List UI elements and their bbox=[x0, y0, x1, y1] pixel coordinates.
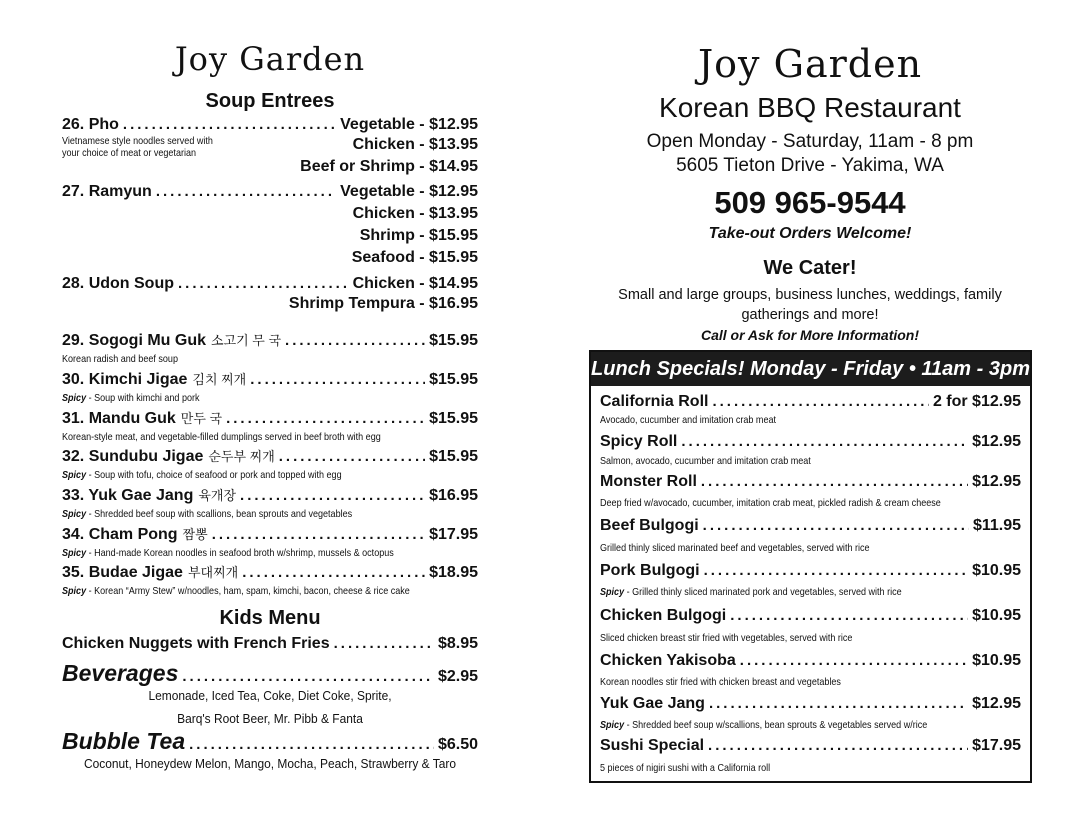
menu-item-30 bbox=[62, 369, 478, 389]
item-price: Shrimp Tempura - $16.95 bbox=[288, 295, 478, 312]
item-price: Beef or Shrimp - $14.95 bbox=[300, 158, 478, 175]
lunch-item-pork-bulgogi bbox=[600, 562, 1021, 580]
menu-item-32 bbox=[62, 446, 478, 466]
item-price: $8.95 bbox=[437, 635, 478, 652]
korean-name: 만두 국 bbox=[180, 411, 223, 426]
dot-leader bbox=[279, 448, 425, 465]
korean-name: 소고기 무 국 bbox=[211, 333, 282, 348]
dot-leader bbox=[334, 635, 434, 652]
address: 5605 Tieton Drive - Yakima, WA bbox=[676, 155, 944, 176]
dot-leader bbox=[212, 526, 425, 543]
menu-item-34 bbox=[62, 524, 478, 544]
beverage-list: Lemonade, Iced Tea, Coke, Diet Coke, Sprite, bbox=[148, 688, 392, 703]
lunch-item-california-roll bbox=[600, 393, 1021, 411]
korean-name: 육개장 bbox=[198, 488, 237, 503]
dot-leader bbox=[178, 275, 349, 292]
dot-leader bbox=[740, 652, 968, 669]
item-description: Spicy - Grilled thinly sliced marinated pork and vegetables, served with rice bbox=[600, 586, 902, 598]
item-name: 28. Udon Soup bbox=[62, 275, 174, 292]
item-price: $2.95 bbox=[437, 668, 478, 685]
item-name: 26. Pho bbox=[62, 116, 119, 133]
menu-item-pho bbox=[62, 116, 478, 134]
item-name: 35. Budae Jigae bbox=[62, 564, 183, 581]
menu-item-udon bbox=[62, 275, 478, 293]
lunch-item-spicy-roll bbox=[600, 433, 1021, 451]
spicy-label: Spicy bbox=[62, 547, 87, 559]
item-price: $10.95 bbox=[972, 607, 1021, 624]
menu-item-chicken-nuggets bbox=[62, 635, 478, 653]
item-name: 30. Kimchi Jigae bbox=[62, 371, 188, 388]
item-description: Spicy - Shredded beef soup w/scallions, bean sprouts & vegetables served w/rice bbox=[600, 719, 928, 731]
item-price: $15.95 bbox=[429, 371, 478, 388]
item-price: $18.95 bbox=[429, 564, 478, 581]
item-name: California Roll bbox=[600, 393, 709, 410]
dot-leader bbox=[708, 737, 968, 754]
dot-leader bbox=[123, 116, 336, 133]
korean-name: 짬뽕 bbox=[182, 527, 208, 542]
spicy-label: Spicy bbox=[62, 469, 87, 481]
item-name: Bubble Tea bbox=[62, 728, 186, 754]
item-description: Spicy - Shredded beef soup with scallions, bean sprouts and vegetables bbox=[62, 508, 353, 520]
spicy-label: Spicy bbox=[600, 719, 625, 731]
item-price: $15.95 bbox=[429, 448, 478, 465]
dot-leader bbox=[226, 410, 425, 427]
korean-name: 김치 찌개 bbox=[192, 372, 247, 387]
item-name: Beverages bbox=[62, 660, 179, 686]
item-description: Korean-style meat, and vegetable-filled dumplings served in beef broth with egg bbox=[62, 431, 381, 443]
dot-leader bbox=[704, 562, 969, 579]
phone-number: 509 965-9544 bbox=[714, 185, 906, 220]
dot-leader bbox=[240, 487, 425, 504]
left-logo: Joy Garden bbox=[174, 40, 366, 78]
lunch-item-chicken-bulgogi bbox=[600, 607, 1021, 625]
right-logo: Joy Garden bbox=[697, 42, 923, 86]
item-name: 34. Cham Pong bbox=[62, 526, 178, 543]
menu-item-31 bbox=[62, 408, 478, 428]
spicy-label: Spicy bbox=[62, 585, 87, 597]
item-name: Chicken Nuggets with French Fries bbox=[62, 635, 330, 652]
menu-item-beverages bbox=[62, 660, 478, 687]
spicy-label: Spicy bbox=[62, 508, 87, 520]
spicy-label: Spicy bbox=[62, 392, 87, 404]
item-price: $17.95 bbox=[972, 737, 1021, 754]
item-price: $15.95 bbox=[429, 332, 478, 349]
dot-leader bbox=[189, 736, 434, 753]
lunch-item-sushi-special bbox=[600, 737, 1021, 755]
item-description: Spicy - Hand-made Korean noodles in seafood broth w/shrimp, mussels & octopus bbox=[62, 547, 394, 559]
item-name: Yuk Gae Jang bbox=[600, 695, 705, 712]
item-price: Chicken - $13.95 bbox=[352, 205, 478, 222]
dot-leader bbox=[250, 371, 425, 388]
lunch-item-chicken-yakisoba bbox=[600, 652, 1021, 670]
takeout-note: Take-out Orders Welcome! bbox=[708, 225, 912, 242]
call-note: Call or Ask for More Information! bbox=[700, 327, 920, 343]
item-name: Spicy Roll bbox=[600, 433, 678, 450]
item-price: $12.95 bbox=[972, 433, 1021, 450]
item-name: Monster Roll bbox=[600, 473, 697, 490]
dot-leader bbox=[709, 695, 968, 712]
item-description: Spicy - Korean “Army Stew” w/noodles, ham, spam, kimchi, bacon, cheese & rice cake bbox=[62, 585, 410, 597]
korean-name: 부대찌개 bbox=[187, 565, 239, 580]
dot-leader bbox=[701, 473, 968, 490]
menu-item-bubble-tea bbox=[62, 728, 478, 755]
dot-leader bbox=[182, 668, 434, 685]
item-price: $10.95 bbox=[972, 562, 1021, 579]
item-name: Pork Bulgogi bbox=[600, 562, 700, 579]
lunch-specials-heading: Lunch Specials! Monday - Friday • 11am - 3pm bbox=[591, 352, 1030, 386]
menu-item-ramyun bbox=[62, 183, 478, 201]
menu-item-35 bbox=[62, 562, 478, 582]
item-name: 29. Sogogi Mu Guk bbox=[62, 332, 207, 349]
item-name: Beef Bulgogi bbox=[600, 517, 699, 534]
item-name: 31. Mandu Guk bbox=[62, 410, 176, 427]
item-name: Chicken Yakisoba bbox=[600, 652, 736, 669]
item-price: Vegetable - $12.95 bbox=[340, 183, 478, 200]
item-name: Sushi Special bbox=[600, 737, 705, 754]
item-price: $11.95 bbox=[972, 517, 1021, 534]
item-name: Chicken Bulgogi bbox=[600, 607, 727, 624]
restaurant-subtitle: Korean BBQ Restaurant bbox=[659, 92, 961, 123]
item-price: Seafood - $15.95 bbox=[351, 249, 478, 266]
lunch-item-beef-bulgogi bbox=[600, 517, 1021, 535]
item-price: Shrimp - $15.95 bbox=[359, 227, 478, 244]
menu-item-29 bbox=[62, 330, 478, 350]
lunch-specials-box bbox=[589, 350, 1032, 783]
lunch-item-yuk-gae-jang bbox=[600, 695, 1021, 713]
item-description: Korean noodles stir fried with chicken breast and vegetables bbox=[600, 676, 841, 688]
item-price: $10.95 bbox=[972, 652, 1021, 669]
dot-leader bbox=[681, 433, 968, 450]
spicy-label: Spicy bbox=[600, 586, 625, 598]
item-name: 32. Sundubu Jigae bbox=[62, 448, 204, 465]
item-name: 27. Ramyun bbox=[62, 183, 152, 200]
catering-heading: We Cater! bbox=[763, 257, 857, 279]
item-description: Korean radish and beef soup bbox=[62, 353, 178, 365]
dot-leader bbox=[156, 183, 336, 200]
item-description: Vietnamese style noodles served with bbox=[62, 135, 213, 147]
item-description: 5 pieces of nigiri sushi with a California roll bbox=[600, 762, 771, 774]
dot-leader bbox=[712, 393, 928, 410]
lunch-item-monster-roll bbox=[600, 473, 1021, 491]
item-description: Avocado, cucumber and imitation crab meat bbox=[600, 414, 777, 426]
item-price: $12.95 bbox=[972, 473, 1021, 490]
item-name: 33. Yuk Gae Jang bbox=[62, 487, 194, 504]
item-description: Grilled thinly sliced marinated beef and vegetables, served with rice bbox=[600, 542, 870, 554]
item-description: Sliced chicken breast stir fried with vegetables, served with rice bbox=[600, 632, 853, 644]
item-price: Chicken - $14.95 bbox=[352, 275, 478, 292]
item-price: 2 for $12.95 bbox=[932, 393, 1021, 410]
bubble-tea-flavors: Coconut, Honeydew Melon, Mango, Mocha, Peach, Strawberry & Taro bbox=[83, 756, 457, 771]
dot-leader bbox=[242, 564, 425, 581]
dot-leader bbox=[703, 517, 969, 534]
item-price: $6.50 bbox=[437, 736, 478, 753]
item-description: Deep fried w/avocado, cucumber, imitation crab meat, pickled radish & cream cheese bbox=[600, 497, 941, 509]
item-price: $15.95 bbox=[429, 410, 478, 427]
item-description: Spicy - Soup with kimchi and pork bbox=[62, 392, 200, 404]
item-price: Vegetable - $12.95 bbox=[340, 116, 478, 133]
item-price: Chicken - $13.95 bbox=[352, 136, 478, 153]
opening-hours: Open Monday - Saturday, 11am - 8 pm bbox=[646, 131, 974, 152]
beverage-list: Barq's Root Beer, Mr. Pibb & Fanta bbox=[177, 711, 363, 726]
kids-menu-heading: Kids Menu bbox=[219, 607, 321, 629]
menu-item-33 bbox=[62, 485, 478, 505]
catering-description: Small and large groups, business lunches, weddings, family gatherings and more! bbox=[618, 287, 1002, 323]
dot-leader bbox=[730, 607, 968, 624]
item-price: $12.95 bbox=[972, 695, 1021, 712]
dot-leader bbox=[285, 332, 425, 349]
item-price: $17.95 bbox=[429, 526, 478, 543]
item-description: your choice of meat or vegetarian bbox=[62, 147, 197, 159]
soup-entrees-heading: Soup Entrees bbox=[205, 90, 335, 112]
item-description: Spicy - Soup with tofu, choice of seafood or pork and topped with egg bbox=[62, 469, 342, 481]
item-description: Salmon, avocado, cucumber and imitation crab meat bbox=[600, 455, 811, 467]
korean-name: 순두부 찌개 bbox=[208, 449, 275, 464]
item-price: $16.95 bbox=[429, 487, 478, 504]
